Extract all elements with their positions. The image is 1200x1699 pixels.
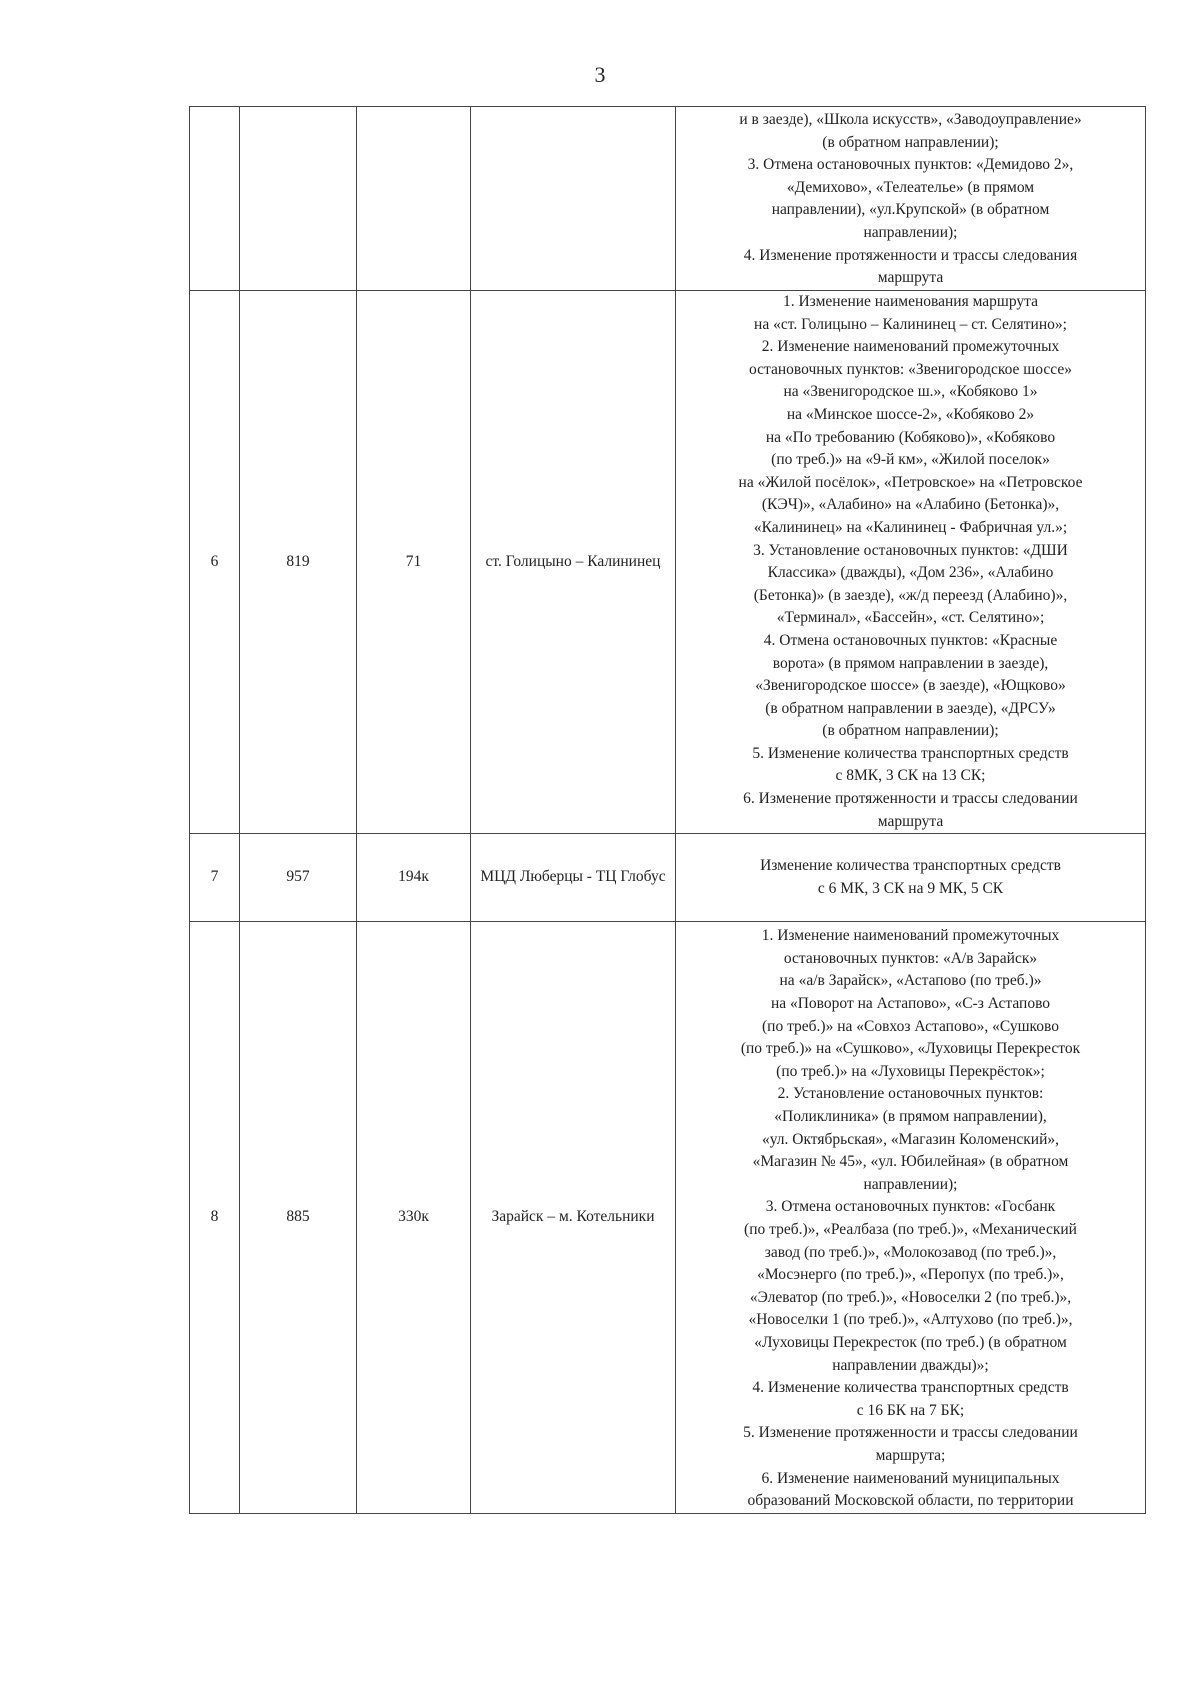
description-line: 6. Изменение протяженности и трассы следовании — [743, 790, 1078, 808]
description-line: маршрута — [877, 269, 944, 287]
table-row — [190, 291, 1146, 834]
description-line: (Бетонка)» (в заезде), «ж/д переезд (Алабино)», — [753, 586, 1068, 604]
description-line: завод (по треб.)», «Молокозавод (по треб.)», — [764, 1243, 1057, 1261]
description-line: «Магазин № 45», «ул. Юбилейная» (в обратном — [752, 1153, 1069, 1171]
description-line: с 8МК, 3 СК на 13 СК; — [835, 767, 986, 785]
description-line: «Демихово», «Телеателье» (в прямом — [786, 178, 1035, 196]
description-line: Изменение количества транспортных средств — [760, 857, 1061, 875]
description-line: 3. Установление остановочных пунктов: «ДШИ — [753, 541, 1068, 559]
route-number-cell: 71 — [357, 291, 471, 834]
changes-description-cell — [676, 922, 1146, 1513]
row-number-cell — [190, 107, 240, 291]
description-line: и в заезде), «Школа искусств», «Заводоуправление» — [739, 111, 1082, 128]
description-line: 4. Отмена остановочных пунктов: «Красные — [763, 631, 1058, 649]
description-line: «Луховицы Перекресток (по треб.) (в обратном — [754, 1333, 1067, 1351]
description-line: 3. Отмена остановочных пунктов: «Демидово 2», — [747, 156, 1074, 174]
description-line: «Новоселки 1 (по треб.)», «Алтухово (по треб.)», — [748, 1311, 1073, 1329]
description-line: на «Поворот на Астапово», «С-з Астапово — [770, 995, 1051, 1013]
table-row — [190, 922, 1146, 1513]
description-line: 4. Изменение протяженности и трассы следования — [743, 246, 1078, 264]
row-number-cell: 8 — [190, 922, 240, 1513]
changes-description-cell — [676, 291, 1146, 834]
route-number-cell: 330к — [357, 922, 471, 1513]
description-line: 5. Изменение протяженности и трассы следовании — [743, 1424, 1078, 1442]
registry-number-cell: 957 — [240, 834, 357, 922]
description-line: 5. Изменение количества транспортных средств — [752, 744, 1069, 762]
description-line: «Калининец» на «Калининец - Фабричная ул.»; — [753, 518, 1068, 536]
route-number-cell — [357, 107, 471, 291]
registry-number-cell — [240, 107, 357, 291]
description-line: (в обратном направлении в заезде), «ДРСУ» — [765, 699, 1056, 717]
description-line: «Поликлиника» (в прямом направлении), — [774, 1108, 1047, 1125]
description-line: 1. Изменение наименования маршрута — [782, 293, 1038, 310]
description-line: (по треб.)», «Реалбаза (по треб.)», «Механический — [744, 1220, 1077, 1238]
description-line: (КЭЧ)», «Алабино» на «Алабино (Бетонка)», — [761, 496, 1060, 514]
description-line: ворота» (в прямом направлении в заезде), — [772, 654, 1049, 672]
page-number: 3 — [594, 62, 606, 87]
description-line: (по треб.)» на «Луховицы Перекрёсток»; — [776, 1062, 1045, 1080]
route-name-cell: Зарайск – м. Котельники — [471, 922, 676, 1513]
routes-table — [189, 106, 1146, 1514]
description-line: (в обратном направлении); — [822, 722, 999, 740]
description-line: «Звенигородское шоссе» (в заезде), «Ющково» — [755, 677, 1066, 695]
changes-description-cell — [676, 107, 1146, 291]
description-line: «Мосэнерго (по треб.)», «Перопух (по треб.)», — [757, 1266, 1064, 1284]
route-name-cell: МЦД Люберцы - ТЦ Глобус — [471, 834, 676, 922]
description-line: направлении); — [863, 1175, 958, 1193]
description-line: на «Жилой посёлок», «Петровское» на «Петровское — [738, 473, 1083, 491]
description-line: маршрута; — [875, 1446, 946, 1464]
description-line: с 16 БК на 7 БК; — [856, 1401, 965, 1419]
route-name-cell — [471, 107, 676, 291]
description-line: «Элеватор (по треб.)», «Новоселки 2 (по треб.)», — [749, 1288, 1072, 1306]
description-line: «Терминал», «Бассейн», «ст. Селятино»; — [776, 609, 1045, 627]
description-line: направлении дважды)»; — [832, 1356, 989, 1374]
description-line: на «По требованию (Кобяково)», «Кобяково — [765, 428, 1056, 446]
registry-number-cell: 885 — [240, 922, 357, 1513]
description-line: образований Московской области, по территории — [747, 1492, 1074, 1510]
description-line: (по треб.)» на «Совхоз Астапово», «Сушково — [761, 1017, 1059, 1035]
description-line: 2. Установление остановочных пунктов: — [777, 1085, 1044, 1103]
description-line: с 6 МК, 3 СК на 9 МК, 5 СК — [817, 879, 1004, 897]
changes-description-cell — [676, 834, 1146, 922]
table-row — [190, 107, 1146, 291]
description-line: (в обратном направлении); — [822, 133, 999, 151]
description-line: 4. Изменение количества транспортных средств — [752, 1379, 1069, 1397]
description-line: (по треб.)» на «9-й км», «Жилой поселок» — [771, 451, 1050, 469]
description-line: маршрута — [877, 812, 944, 830]
description-line: на «Звенигородское ш.», «Кобяково 1» — [783, 383, 1038, 401]
route-number-cell: 194к — [357, 834, 471, 922]
registry-number-cell: 819 — [240, 291, 357, 834]
description-line: на «Минское шоссе-2», «Кобяково 2» — [786, 405, 1035, 423]
description-line: Классика» (дважды), «Дом 236», «Алабино — [767, 564, 1054, 582]
description-line: на «ст. Голицыно – Калининец – ст. Селятино»; — [754, 315, 1067, 333]
row-number-cell: 7 — [190, 834, 240, 922]
description-line: направлении), «ул.Крупской» (в обратном — [771, 201, 1050, 219]
description-line: 2. Изменение наименований промежуточных — [761, 338, 1060, 356]
table-row — [190, 834, 1146, 922]
description-line: 3. Отмена остановочных пунктов: «Госбанк — [765, 1198, 1056, 1216]
description-line: направлении); — [863, 223, 958, 241]
description-line: «ул. Октябрьская», «Магазин Коломенский», — [761, 1130, 1060, 1148]
description-line: остановочных пунктов: «А/в Зарайск» — [783, 949, 1038, 967]
description-line: на «а/в Зарайск», «Астапово (по треб.)» — [779, 972, 1042, 990]
description-line: 6. Изменение наименований муниципальных — [761, 1469, 1060, 1487]
description-line: остановочных пунктов: «Звенигородское шоссе» — [749, 360, 1072, 378]
row-number-cell: 6 — [190, 291, 240, 834]
route-name-cell: ст. Голицыно – Калининец — [471, 291, 676, 834]
description-line: (по треб.)» на «Сушково», «Луховицы Перекресток — [740, 1040, 1081, 1058]
description-line: 1. Изменение наименований промежуточных — [761, 927, 1060, 945]
